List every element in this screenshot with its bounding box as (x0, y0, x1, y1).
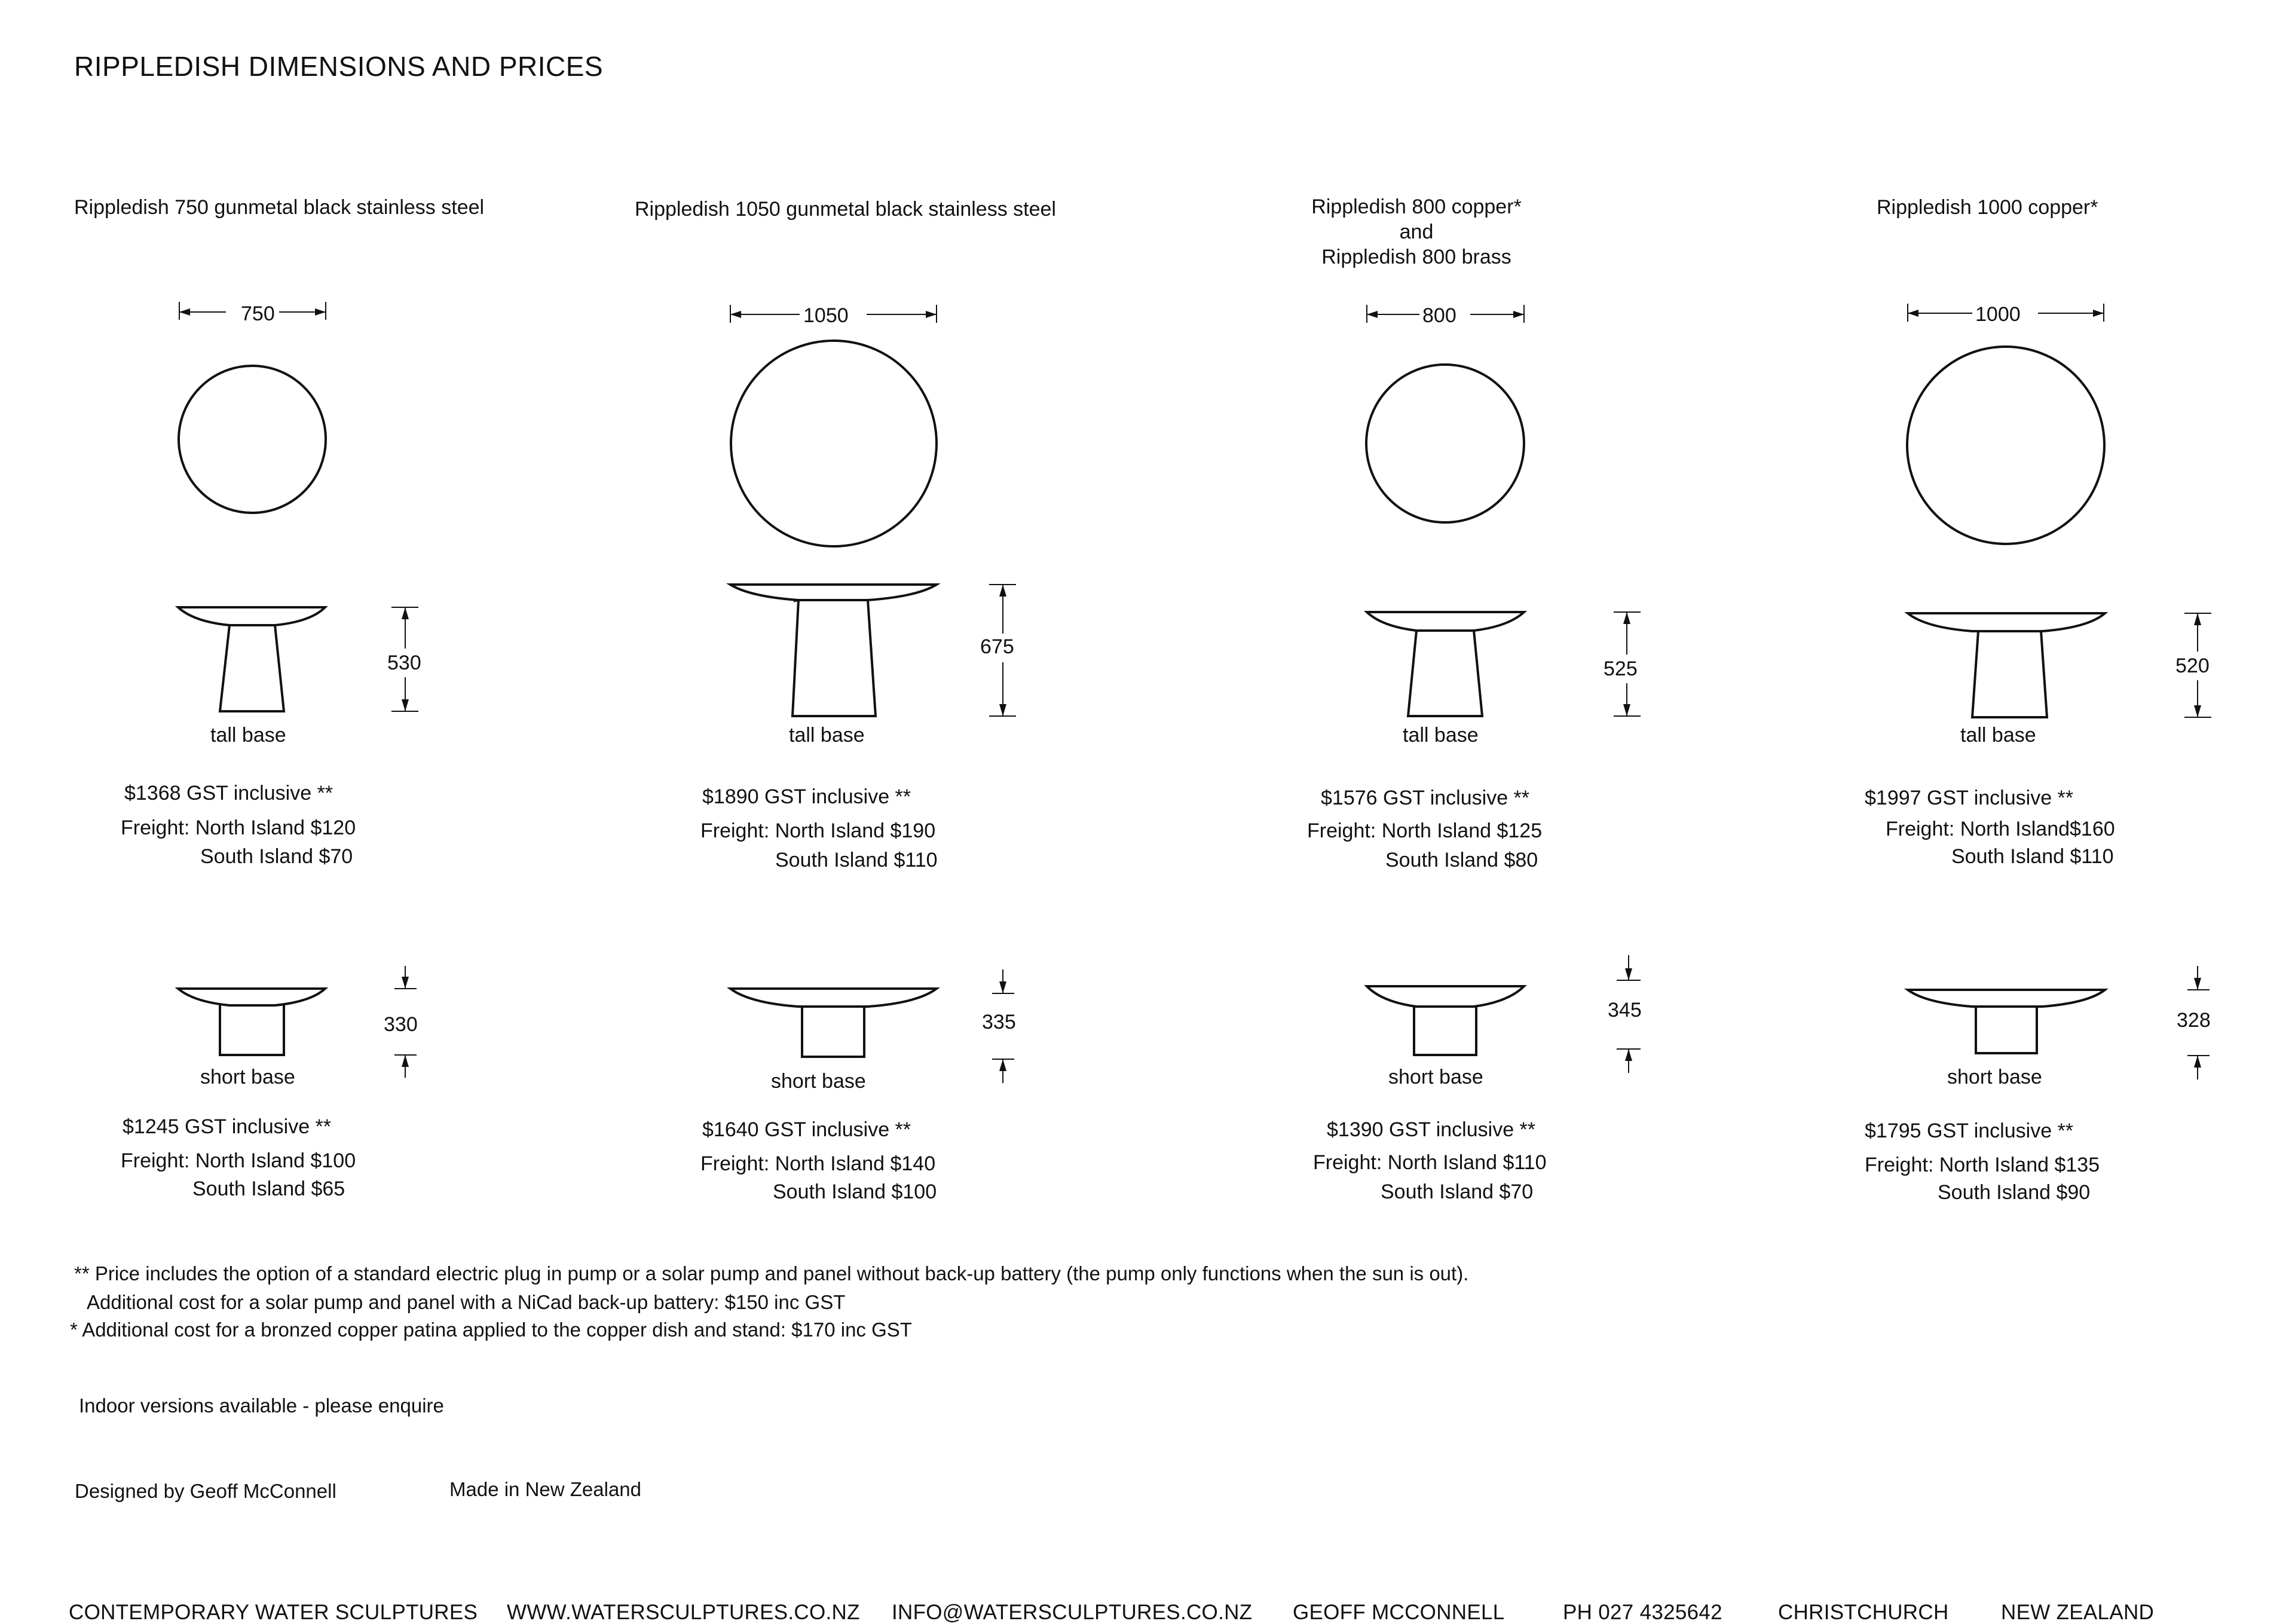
footer-phone: PH 027 4325642 (1563, 1601, 1722, 1624)
product-name-800-line1: Rippledish 800 copper* (1311, 195, 1522, 218)
short-base-label-800: short base (1388, 1066, 1483, 1088)
short-freight-north-1000: Freight: North Island $135 (1865, 1154, 2100, 1176)
short-freight-north-800: Freight: North Island $110 (1313, 1151, 1547, 1174)
short-price-1050: $1640 GST inclusive ** (702, 1118, 911, 1141)
tall-price-1050: $1890 GST inclusive ** (702, 785, 911, 808)
short-base-label-1050: short base (771, 1070, 866, 1093)
tall-freight-south-750: South Island $70 (200, 845, 353, 868)
diameter-label-1050: 1050 (803, 304, 849, 327)
short-base-profile-1000 (1908, 990, 2105, 1053)
footer-company: CONTEMPORARY WATER SCULPTURES (69, 1601, 478, 1624)
tall-base-label-1000: tall base (1960, 724, 2036, 747)
footer-city: CHRISTCHURCH (1778, 1601, 1949, 1624)
note-price-includes: ** Price includes the option of a standard electric plug in pump or a solar pump and panel without back-up battery (the pump only functions when the sun is out). (74, 1262, 1469, 1284)
made-in: Made in New Zealand (449, 1478, 642, 1500)
diameter-label-750: 750 (241, 302, 275, 325)
tall-freight-north-750: Freight: North Island $120 (121, 816, 356, 839)
tall-base-label-1050: tall base (789, 724, 865, 747)
footer-country: NEW ZEALAND (2001, 1601, 2155, 1624)
tall-freight-north-800: Freight: North Island $125 (1307, 819, 1543, 842)
short-price-800: $1390 GST inclusive ** (1327, 1118, 1536, 1141)
short-base-label-1000: short base (1947, 1066, 2042, 1088)
product-name-1000: Rippledish 1000 copper* (1877, 196, 2098, 219)
tall-height-label-1000: 520 (2175, 655, 2210, 677)
note-copper-patina: * Additional cost for a bronzed copper patina applied to the copper dish and stand: $170 inc GST (70, 1319, 912, 1341)
short-freight-south-1000: South Island $90 (1938, 1181, 2091, 1204)
tall-price-800: $1576 GST inclusive ** (1321, 787, 1530, 809)
short-height-label-750: 330 (384, 1013, 418, 1036)
drawing-1050 (730, 305, 1016, 1083)
short-height-label-800: 345 (1608, 999, 1642, 1022)
drawing-750 (178, 302, 418, 1078)
diameter-label-800: 800 (1422, 304, 1456, 327)
short-freight-south-1050: South Island $100 (773, 1180, 937, 1203)
drawing-1000 (1907, 304, 2211, 1079)
short-base-profile-800 (1367, 986, 1524, 1055)
tall-freight-north-1000: Freight: North Island$160 (1886, 818, 2115, 840)
short-price-750: $1245 GST inclusive ** (123, 1115, 332, 1138)
tall-freight-south-1000: South Island $110 (1951, 845, 2114, 868)
top-view-circle-1000 (1907, 347, 2104, 544)
tall-base-profile-1000 (1908, 613, 2105, 717)
top-view-circle-1050 (731, 341, 937, 546)
diameter-label-1000: 1000 (1975, 303, 2021, 326)
product-name-1050: Rippledish 1050 gunmetal black stainless steel (635, 198, 1056, 221)
short-freight-north-1050: Freight: North Island $140 (700, 1152, 936, 1175)
tall-price-750: $1368 GST inclusive ** (124, 782, 333, 805)
tall-height-label-750: 530 (387, 652, 421, 674)
short-freight-south-800: South Island $70 (1381, 1180, 1534, 1203)
tall-base-profile-800 (1367, 612, 1524, 716)
page-title: RIPPLEDISH DIMENSIONS AND PRICES (74, 51, 604, 82)
footer-person: GEOFF MCCONNELL (1293, 1601, 1505, 1624)
short-base-label-750: short base (200, 1066, 295, 1088)
drawing-800 (1366, 305, 1641, 1073)
note-nicad-battery: Additional cost for a solar pump and panel with a NiCad back-up battery: $150 inc GST (87, 1291, 846, 1313)
top-view-circle-750 (179, 366, 326, 513)
short-base-profile-750 (178, 989, 325, 1055)
short-height-label-1000: 328 (2177, 1009, 2211, 1032)
designer-credit: Designed by Geoff McConnell (75, 1480, 336, 1502)
tall-base-label-750: tall base (210, 724, 286, 747)
footer-website[interactable]: WWW.WATERSCULPTURES.CO.NZ (507, 1601, 860, 1624)
footer-email[interactable]: INFO@WATERSCULPTURES.CO.NZ (892, 1601, 1253, 1624)
product-name-800-line2: and (1399, 221, 1434, 243)
short-base-profile-1050 (730, 989, 937, 1057)
tall-price-1000: $1997 GST inclusive ** (1865, 787, 2074, 809)
tall-freight-south-1050: South Island $110 (775, 849, 938, 871)
tall-height-label-1050: 675 (980, 635, 1014, 658)
note-indoor-versions: Indoor versions available - please enquire (79, 1394, 444, 1417)
short-height-label-1050: 335 (982, 1011, 1016, 1033)
short-freight-north-750: Freight: North Island $100 (121, 1149, 356, 1172)
short-freight-south-750: South Island $65 (192, 1178, 345, 1200)
tall-base-label-800: tall base (1403, 724, 1479, 747)
tall-base-profile-1050 (730, 585, 937, 716)
short-price-1000: $1795 GST inclusive ** (1865, 1120, 2074, 1142)
tall-freight-north-1050: Freight: North Island $190 (700, 819, 936, 842)
top-view-circle-800 (1366, 365, 1524, 522)
product-name-750: Rippledish 750 gunmetal black stainless steel (74, 196, 485, 219)
product-name-800-line3: Rippledish 800 brass (1321, 246, 1511, 268)
tall-height-label-800: 525 (1604, 657, 1638, 680)
tall-freight-south-800: South Island $80 (1385, 849, 1538, 871)
tall-base-profile-750 (178, 607, 325, 711)
